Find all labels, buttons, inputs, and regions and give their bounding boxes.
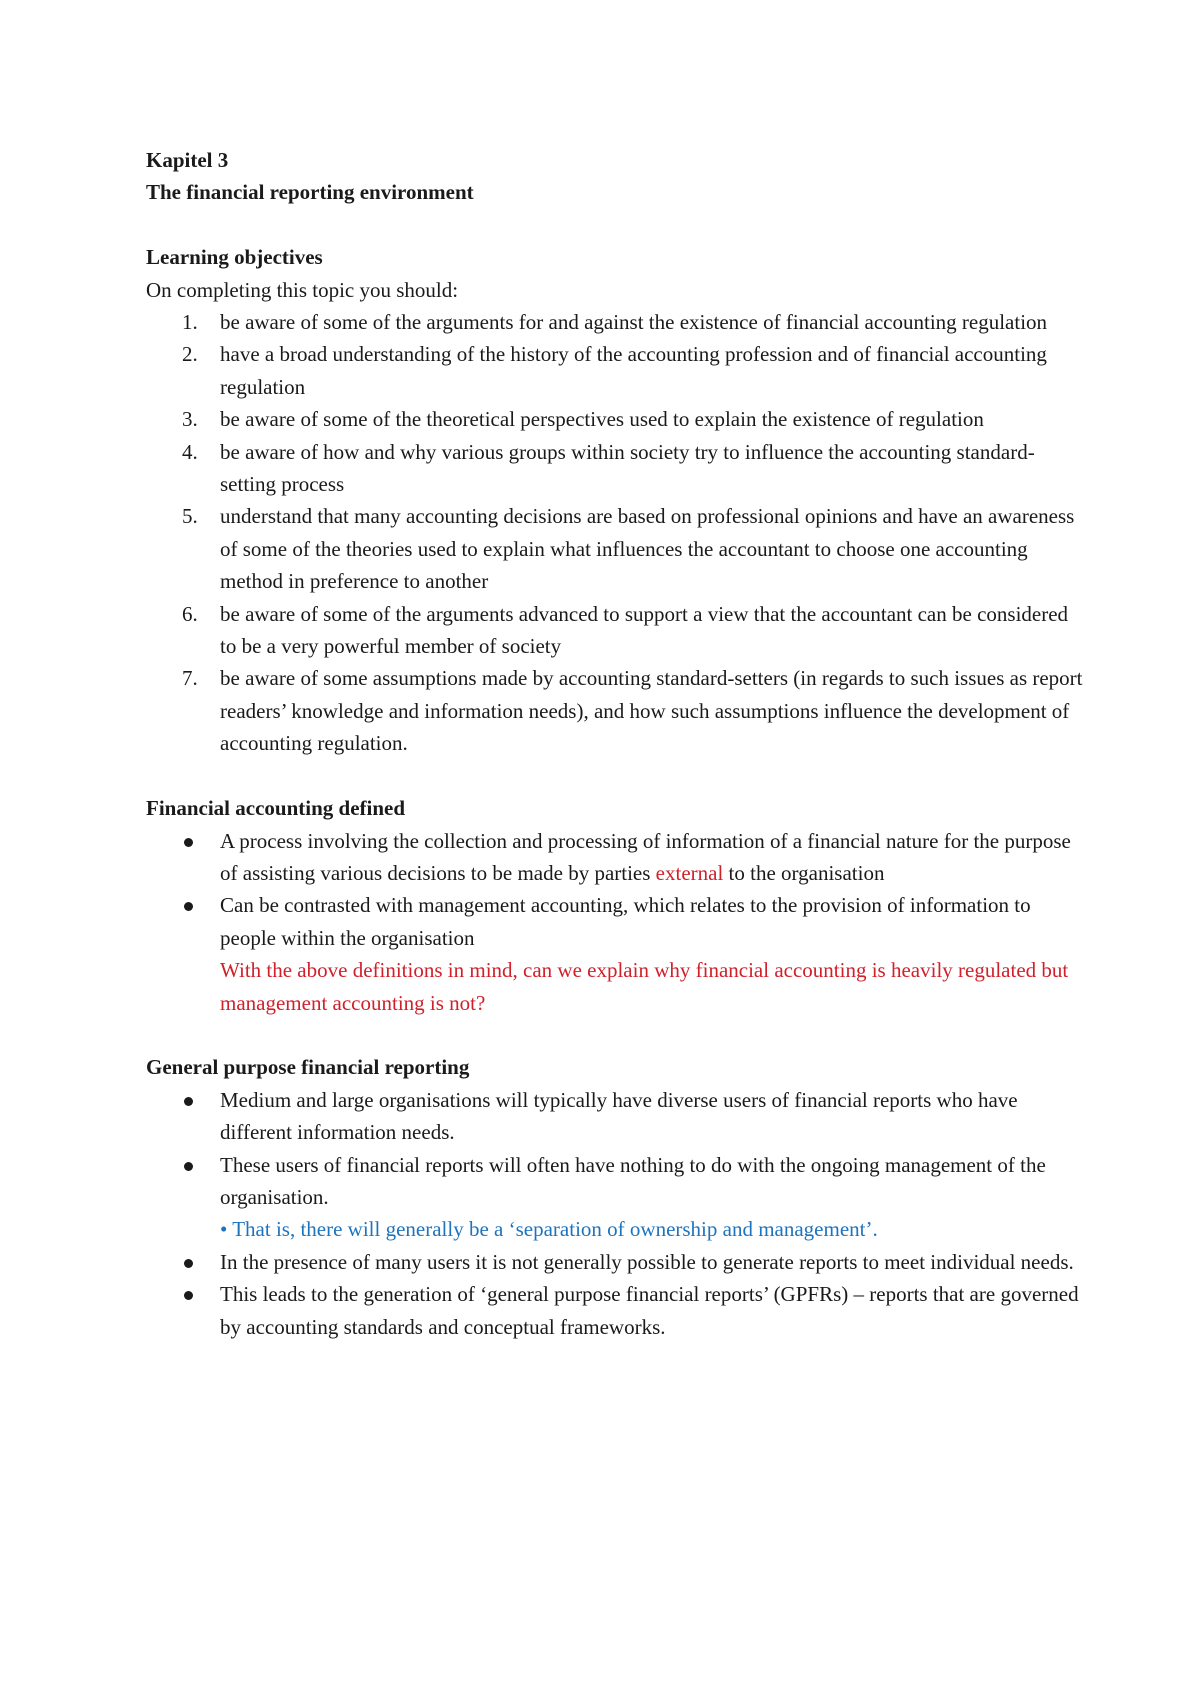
objective-item: [146, 338, 1086, 403]
bullet-item: [146, 1278, 1086, 1343]
spacer: [146, 760, 1086, 792]
highlight-external: external: [655, 860, 724, 885]
definition-bullets: [146, 825, 1086, 1019]
bullet-dot-icon: [184, 902, 193, 911]
bullet-text: In the presence of many users it is not generally possible to generate reports to meet individual needs.: [220, 1249, 1074, 1274]
bullet-dot-icon: [184, 838, 193, 847]
bullet-text: Can be contrasted with management accounting, which relates to the provision of information to people within the organisation: [220, 893, 1031, 950]
learning-objectives-heading: Learning objectives: [146, 245, 323, 270]
bullet-dot-icon: [184, 1291, 193, 1300]
objective-number: 1.: [182, 310, 198, 335]
bullet-text: Medium and large organisations will typically have diverse users of financial reports who have different information needs.: [220, 1087, 1018, 1145]
financial-accounting-heading: Financial accounting defined: [146, 796, 406, 821]
bullet-item: [146, 1149, 1086, 1246]
chapter-label: Kapitel 3: [146, 148, 229, 172]
spacer: [146, 1019, 1086, 1051]
objective-item: [146, 306, 1086, 338]
objective-item: [146, 403, 1086, 435]
objective-number: 5.: [182, 504, 198, 529]
general-purpose-heading: General purpose financial reporting: [146, 1055, 470, 1080]
bullet-dot-icon: [184, 1162, 193, 1171]
objective-text: be aware of some of the arguments for and against the existence of financial accounting regulation: [220, 310, 1048, 335]
objective-text: be aware of some of the theoretical perspectives used to explain the existence of regulation: [220, 407, 984, 432]
discussion-question: With the above definitions in mind, can we explain why financial accounting is heavily regulated but management accounting is not?: [220, 958, 1069, 1015]
objective-item: [146, 500, 1086, 597]
bullet-text: This leads to the generation of ‘general purpose financial reports’ (GPFRs) – reports that are governed by accounting standards and conceptual frameworks.: [220, 1282, 1079, 1339]
general-purpose-bullets: [146, 1084, 1086, 1343]
objective-text: be aware of some of the arguments advanced to support a view that the accountant can be considered to be a very powerful member of society: [220, 601, 1069, 659]
document-title: The financial reporting environment: [146, 180, 474, 205]
objective-text: understand that many accounting decisions are based on professional opinions and have an awareness of some of the theories used to explain what influences the accountant to choose one accounting method in preference to another: [220, 504, 1075, 594]
learning-objectives-section: [146, 241, 1086, 760]
document-page: [146, 144, 1086, 1343]
bullet-item: [146, 1084, 1086, 1149]
separation-note: • That is, there will generally be a ‘separation of ownership and management’.: [220, 1217, 878, 1242]
bullet-dot-icon: [184, 1097, 193, 1106]
objective-text: have a broad understanding of the history of the accounting profession and of financial accounting regulation: [220, 342, 1047, 399]
objective-text: be aware of some assumptions made by accounting standard-setters (in regards to such issues as report readers’ knowledge and information needs), and how such assumptions influence the development of accounting regulation.: [220, 666, 1083, 756]
objective-item: [146, 662, 1086, 759]
objective-number: 4.: [182, 439, 198, 464]
bullet-text: to the organisation: [723, 860, 885, 885]
bullet-item: [146, 1246, 1086, 1278]
objectives-list: [146, 306, 1086, 760]
bullet-text: A process involving the collection and processing of information of a financial nature for the purpose of assisting various decisions to be made by parties: [220, 828, 1071, 885]
financial-accounting-defined-section: [146, 792, 1086, 1019]
objective-item: [146, 436, 1086, 501]
bullet-text: These users of financial reports will often have nothing to do with the ongoing management of the organisation.: [220, 1152, 1046, 1209]
bullet-item: [146, 825, 1086, 890]
objective-number: 7.: [182, 666, 198, 691]
spacer: [146, 209, 1086, 241]
objective-text: be aware of how and why various groups within society try to influence the accounting standard-setting process: [220, 439, 1035, 497]
objective-number: 3.: [182, 407, 198, 432]
objective-number: 6.: [182, 601, 198, 626]
objective-number: 2.: [182, 342, 198, 367]
learning-objectives-intro: On completing this topic you should:: [146, 277, 459, 302]
bullet-dot-icon: [184, 1259, 193, 1268]
bullet-item: [146, 889, 1086, 1019]
general-purpose-section: [146, 1051, 1086, 1343]
objective-item: [146, 598, 1086, 663]
